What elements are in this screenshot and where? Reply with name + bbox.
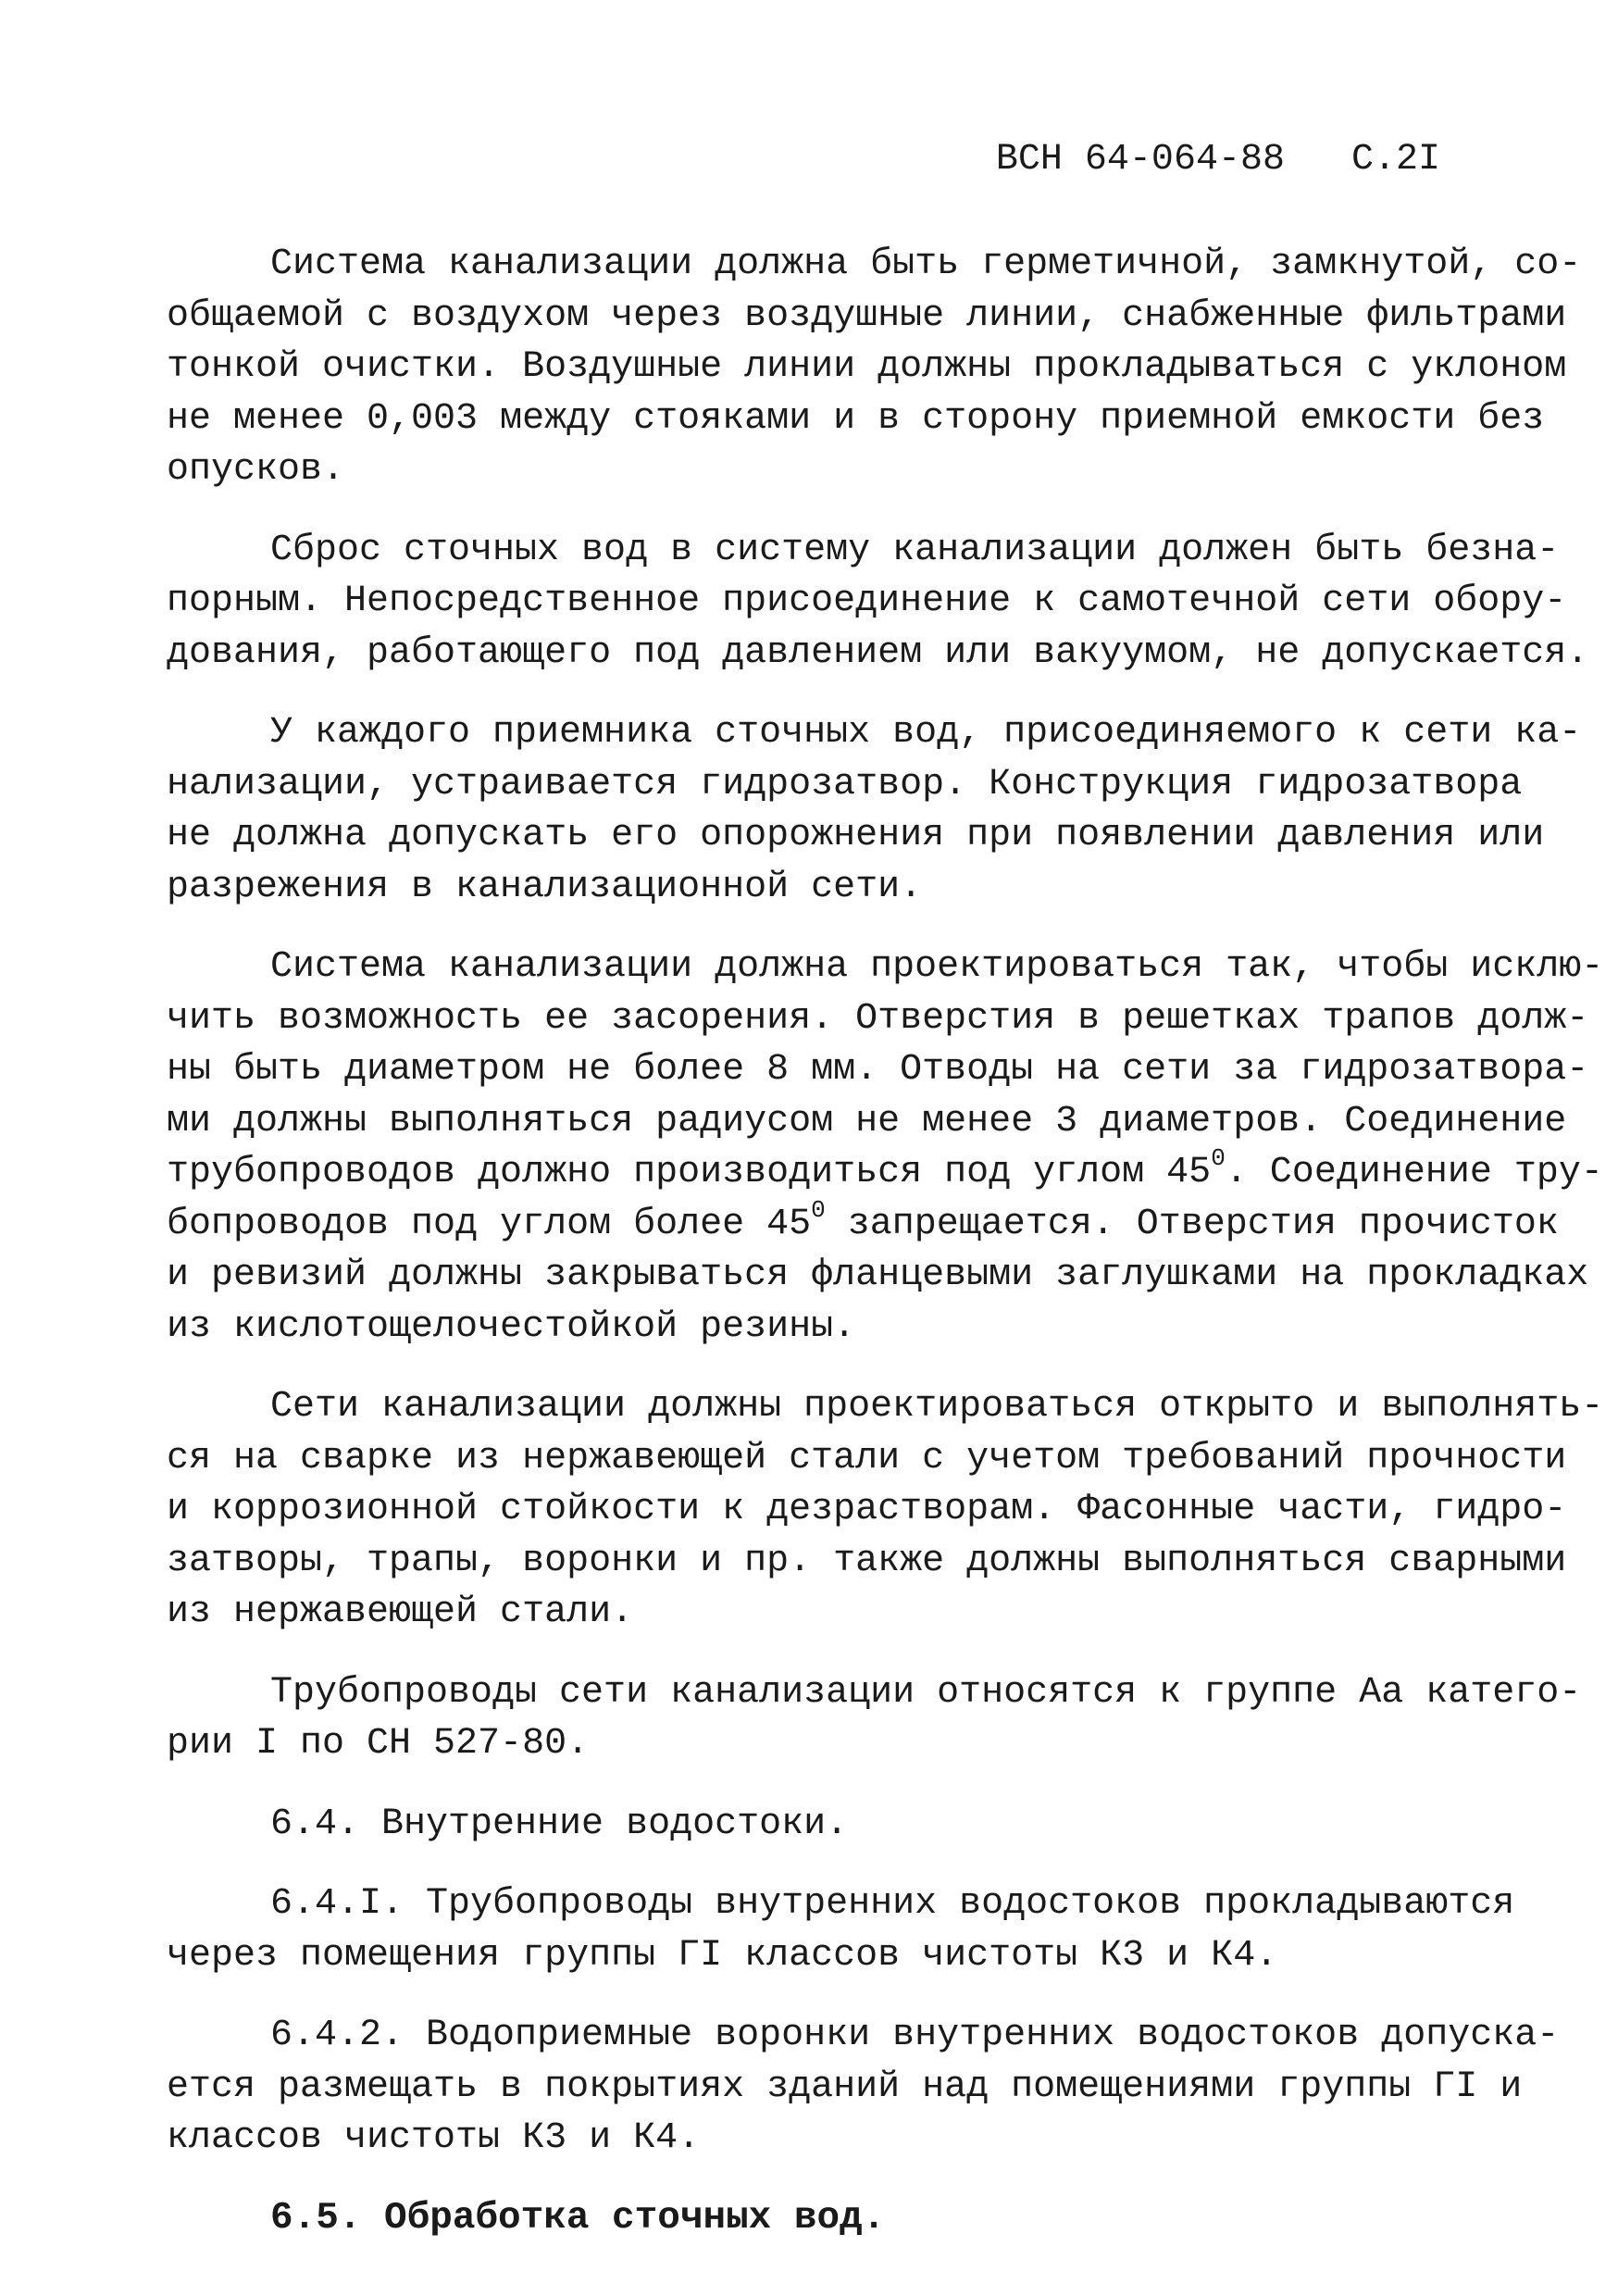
text-line: ется размещать в покрытиях зданий над помещениями группы ГI и bbox=[167, 2065, 1523, 2108]
text-line: нализации, устраивается гидрозатвор. Конструкция гидрозатвора bbox=[167, 763, 1523, 805]
text-line: рии I по СН 527-80. bbox=[167, 1723, 590, 1765]
paragraph-water-seal bbox=[167, 707, 1582, 913]
text-line: порным. Непосредственное присоединение к самотечной сети обору- bbox=[167, 580, 1567, 622]
page-header bbox=[996, 139, 1440, 181]
text-line-with-superscript bbox=[167, 1144, 1603, 1199]
text-line: Сброс сточных вод в систему канализации должен быть безна- bbox=[270, 529, 1560, 571]
text-line: ми должны выполняться радиусом не менее 3 диаметров. Соединение bbox=[167, 1100, 1567, 1142]
text-line: разрежения в канализационной сети. bbox=[167, 866, 923, 908]
section-title: 6.4. Внутренние водостоки. bbox=[270, 1803, 849, 1845]
text-line: и ревизий должны закрываться фланцевыми заглушками на прокладках bbox=[167, 1254, 1589, 1296]
text-line: Сети канализации должны проектироваться открыто и выполнять- bbox=[270, 1386, 1604, 1428]
text-line: Трубопроводы сети канализации относятся к группе Аа катего- bbox=[270, 1671, 1582, 1714]
text-line: не менее 0,003 между стояками и в сторону приемной емкости без bbox=[167, 397, 1545, 440]
text-line: 6.4.2. Водоприемные воронки внутренних водостоков допуска- bbox=[270, 2015, 1560, 2056]
text-line: дования, работающего под давлением или вакуумом, не допускается. bbox=[167, 631, 1589, 674]
section-heading-6-4 bbox=[167, 1799, 1462, 1851]
text-line: и коррозионной стойкости к дезрастворам. Фасонные части, гидро- bbox=[167, 1489, 1567, 1530]
text-line: классов чистоты К3 и К4. bbox=[167, 2117, 701, 2159]
text-line: 6.4.I. Трубопроводы внутренних водостоков прокладываются bbox=[270, 1883, 1515, 1925]
degree-superscript: 0 bbox=[811, 1195, 826, 1224]
paragraph-sewer-system-sealed bbox=[167, 239, 1582, 496]
paragraph-wastewater-discharge bbox=[167, 525, 1589, 680]
text-line: тонкой очистки. Воздушные линии должны прокладываться с уклоном bbox=[167, 346, 1567, 388]
section-heading-6-5 bbox=[167, 2193, 1462, 2245]
text-line-with-superscript bbox=[167, 1195, 1559, 1251]
text-fragment: бопроводов под углом более 45 bbox=[167, 1203, 812, 1245]
text-fragment: запрещается. Отверстия прочисток bbox=[825, 1203, 1559, 1245]
text-line: чить возможность ее засорения. Отверстия в решетках трапов долж- bbox=[167, 997, 1589, 1040]
clause-6-4-2 bbox=[167, 2010, 1560, 2165]
paragraph-pipeline-category bbox=[167, 1667, 1582, 1770]
text-line: не должна допускать его опорожнения при появлении давления или bbox=[167, 815, 1545, 856]
text-line: из кислотощелочестойкой резины. bbox=[167, 1305, 856, 1348]
text-fragment: трубопроводов должно производиться под углом 45 bbox=[167, 1152, 1212, 1193]
paragraph-sewer-networks-stainless bbox=[167, 1381, 1604, 1639]
text-line: ны быть диаметром не более 8 мм. Отводы на сети за гидрозатвора- bbox=[167, 1049, 1589, 1091]
text-line: ся на сварке из нержавеющей стали с учетом требований прочности bbox=[167, 1437, 1567, 1479]
text-line: У каждого приемника сточных вод, присоединяемого к сети ка- bbox=[270, 712, 1582, 754]
paragraph-clogging-prevention bbox=[167, 942, 1604, 1353]
document-code: ВСН 64-064-88 bbox=[995, 139, 1285, 181]
text-line: из нержавеющей стали. bbox=[167, 1591, 634, 1633]
text-line: опусков. bbox=[167, 449, 345, 491]
clause-6-4-1 bbox=[167, 1878, 1515, 1981]
body-text bbox=[167, 239, 1604, 2273]
text-fragment: . Соединение тру- bbox=[1225, 1152, 1603, 1193]
page-number: С.2I bbox=[1350, 139, 1440, 181]
degree-superscript: 0 bbox=[1211, 1144, 1226, 1172]
text-line: общаемой с воздухом через воздушные линии, снабженные фильтрами bbox=[167, 294, 1567, 337]
section-title: 6.5. Обработка сточных вод. bbox=[270, 2196, 886, 2240]
text-line: затворы, трапы, воронки и пр. также должны выполняться сварными bbox=[167, 1540, 1567, 1582]
text-line: через помещения группы ГI классов чистоты К3 и К4. bbox=[167, 1934, 1278, 1977]
text-line: Система канализации должна быть герметичной, замкнутой, со- bbox=[270, 243, 1582, 285]
text-line: Система канализации должна проектироваться так, чтобы исклю- bbox=[270, 946, 1604, 988]
